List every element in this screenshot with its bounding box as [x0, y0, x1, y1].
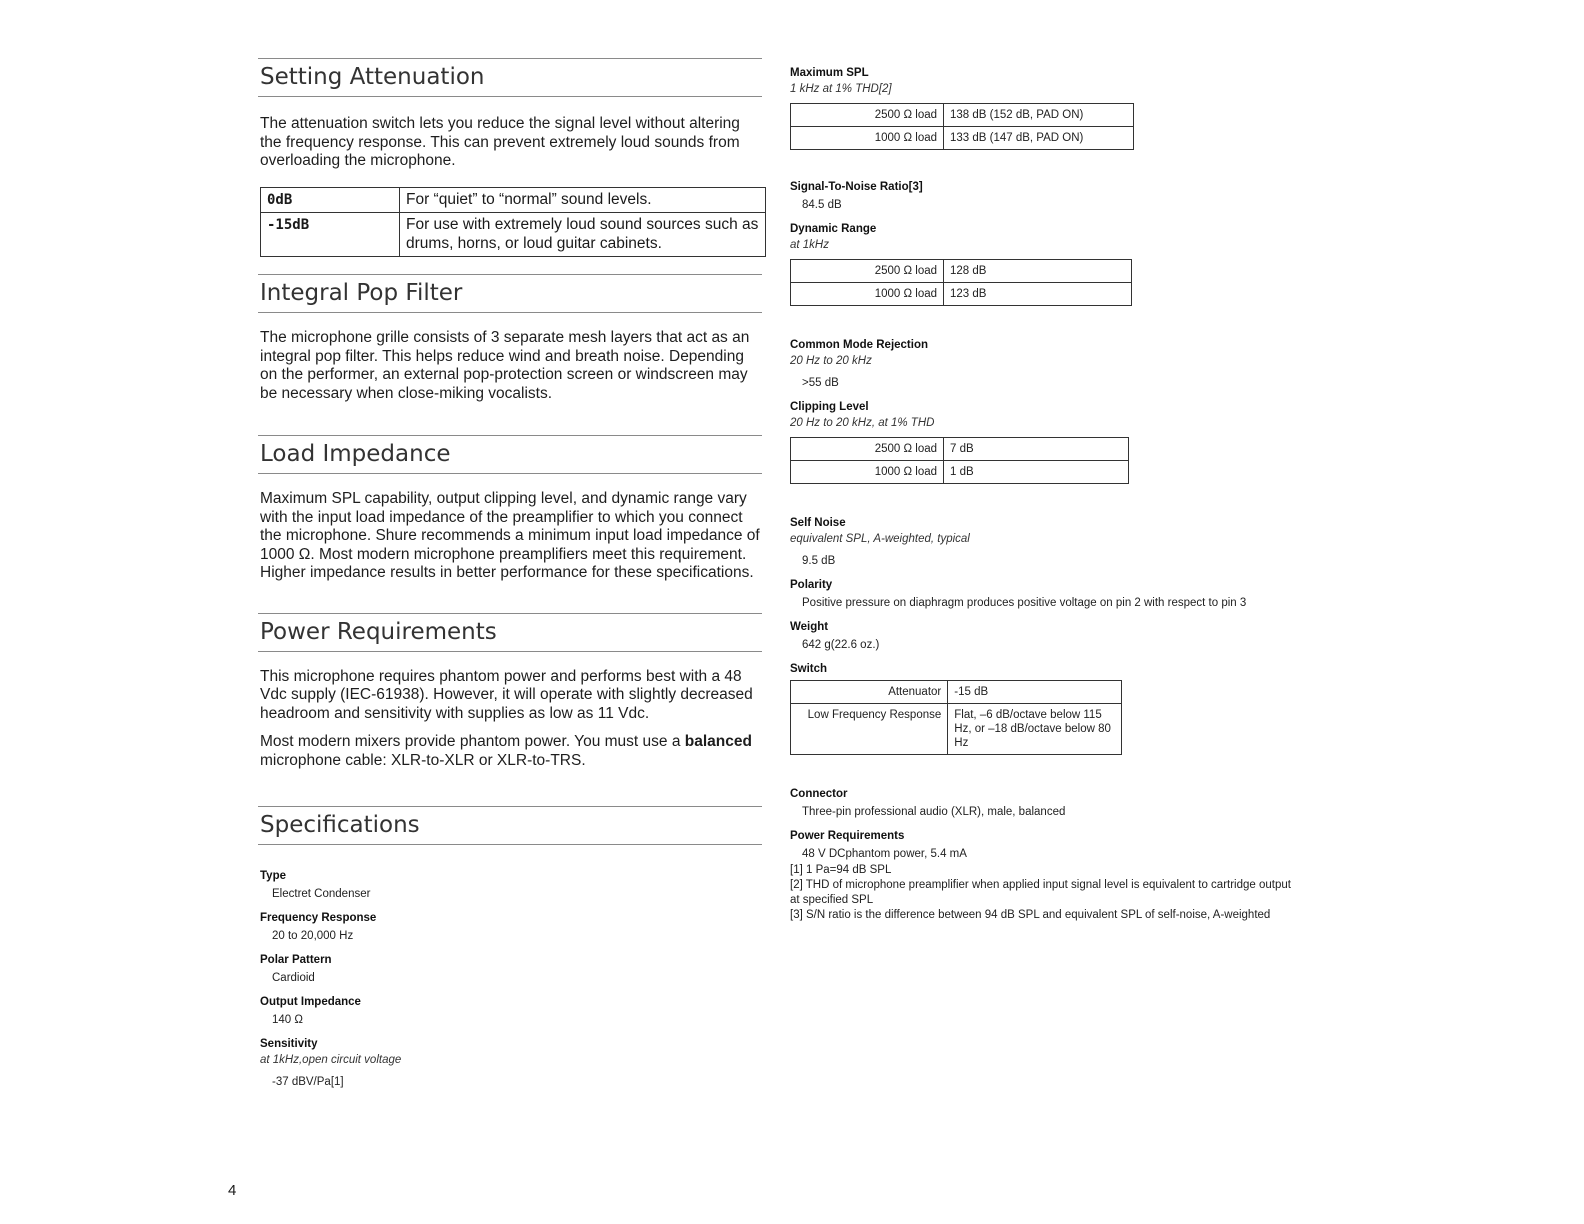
table-cell-key: Low Frequency Response: [791, 704, 948, 755]
spec-subtitle: 1 kHz at 1% THD[2]: [790, 83, 892, 95]
spec-label: Switch: [790, 663, 828, 675]
pop-filter-section: [258, 274, 770, 403]
attenuation-table: [260, 187, 766, 258]
spec-label: Output Impedance: [260, 996, 361, 1008]
clipping-level-table: [790, 437, 1129, 484]
table-cell-value: Flat, –6 dB/octave below 115 Hz, or –18 dB/octave below 80 Hz: [948, 704, 1122, 755]
spec-value: 48 V DCphantom power, 5.4 mA: [802, 848, 967, 860]
footnotes: [790, 863, 1300, 923]
table-cell-key: 1000 Ω load: [791, 461, 944, 484]
attenuation-desc: For “quiet” to “normal” sound levels.: [400, 187, 766, 213]
power-requirements-section: [258, 613, 770, 771]
table-row: [791, 461, 1129, 484]
spec-self-noise: [790, 516, 1350, 568]
spec-snr: [790, 180, 1350, 212]
spec-power-requirements: [790, 829, 1350, 861]
spec-value: 642 g(22.6 oz.): [802, 639, 880, 651]
table-cell-value: 128 dB: [944, 260, 1132, 283]
power-body-2-bold: balanced: [684, 733, 752, 750]
spec-label: Sensitivity: [260, 1038, 318, 1050]
spec-common-mode-rejection: [790, 338, 1350, 390]
spec-subtitle: 20 Hz to 20 kHz, at 1% THD: [790, 417, 935, 429]
spec-subtitle: at 1kHz,open circuit voltage: [260, 1054, 402, 1066]
section-title-load-impedance: Load Impedance: [258, 435, 762, 474]
spec-value: Positive pressure on diaphragm produces positive voltage on pin 2 with respect to pin 3: [802, 597, 1247, 609]
table-cell-key: 2500 Ω load: [791, 438, 944, 461]
spec-label: Common Mode Rejection: [790, 339, 929, 351]
table-row: [261, 213, 766, 257]
spec-dynamic-range: [790, 222, 1350, 306]
spec-frequency-response: [260, 911, 770, 943]
spec-label: Self Noise: [790, 517, 846, 529]
pop-filter-body: The microphone grille consists of 3 separate mesh layers that act as an integral pop filter. This helps reduce wind and breath noise. Depending on the performer, an external pop-protection screen or windscreen may be necessary when close-miking vocalists.: [260, 329, 750, 402]
section-title-pop-filter: Integral Pop Filter: [258, 274, 762, 313]
table-cell-key: 1000 Ω load: [791, 283, 944, 306]
table-cell-key: 2500 Ω load: [791, 104, 944, 127]
spec-value: Cardioid: [272, 972, 315, 984]
spec-value: Three-pin professional audio (XLR), male, balanced: [802, 806, 1066, 818]
table-row: [261, 187, 766, 213]
spec-label: Clipping Level: [790, 401, 869, 413]
spec-polarity: [790, 578, 1350, 610]
power-body-2-pre: Most modern mixers provide phantom power. You must use a: [260, 733, 685, 750]
spec-clipping-level: [790, 400, 1350, 484]
spec-subtitle: 20 Hz to 20 kHz: [790, 355, 872, 367]
section-title-power-requirements: Power Requirements: [258, 613, 762, 652]
right-column: [790, 66, 1350, 923]
specifications-list: [260, 869, 770, 1089]
spec-value: -37 dBV/Pa[1]: [272, 1076, 344, 1088]
spec-sensitivity: [260, 1037, 770, 1089]
spec-value: 20 to 20,000 Hz: [272, 930, 354, 942]
table-cell-key: 1000 Ω load: [791, 127, 944, 150]
attenuation-desc: For use with extremely loud sound sources such as drums, horns, or loud guitar cabinets.: [400, 213, 766, 257]
spec-polar-pattern: [260, 953, 770, 985]
table-cell-value: 138 dB (152 dB, PAD ON): [944, 104, 1134, 127]
spec-switch: [790, 662, 1350, 755]
power-body-2-post: microphone cable: XLR-to-XLR or XLR-to-TRS.: [260, 751, 586, 769]
spec-label: Polar Pattern: [260, 954, 332, 966]
attenuation-code: 0dB: [261, 187, 400, 213]
spec-subtitle: equivalent SPL, A-weighted, typical: [790, 533, 970, 545]
section-title-specifications: Specifications: [258, 806, 762, 845]
spec-value: >55 dB: [802, 377, 839, 389]
spec-subtitle: at 1kHz: [790, 239, 829, 251]
spec-label: Frequency Response: [260, 912, 377, 924]
dynamic-range-table: [790, 259, 1132, 306]
setting-attenuation-body: The attenuation switch lets you reduce the signal level without altering the frequency response. This can prevent extremely loud sounds from overloading the microphone.: [260, 115, 740, 169]
table-row: [791, 283, 1132, 306]
load-impedance-body: Maximum SPL capability, output clipping level, and dynamic range vary with the input load impedance of the preamplifier to which you connect the microphone. Shure recommends a minimum input load impedance of 1000 Ω. Most modern microphone preamplifiers meet this requirement. Higher impedance results in better performance for these specifications.: [260, 490, 760, 581]
spec-label: Weight: [790, 621, 829, 633]
spec-label: Polarity: [790, 579, 833, 591]
power-body-1: This microphone requires phantom power and performs best with a 48 Vdc supply (IEC-61938). However, it will operate with slightly decreased headroom and sensitivity with supplies as low as 11 Vdc.: [260, 667, 753, 722]
spec-label: Power Requirements: [790, 830, 905, 842]
spec-type: [260, 869, 770, 901]
spec-label: Signal-To-Noise Ratio[3]: [790, 181, 923, 193]
max-spl-table: [790, 103, 1134, 150]
footnote: [1] 1 Pa=94 dB SPL: [790, 864, 892, 876]
section-title-setting-attenuation: Setting Attenuation: [258, 58, 762, 97]
spec-value: Electret Condenser: [272, 888, 371, 900]
spec-weight: [790, 620, 1350, 652]
setting-attenuation-section: [258, 58, 770, 257]
table-row: [791, 704, 1122, 755]
left-column: [258, 58, 770, 1099]
footnote: [2] THD of microphone preamplifier when applied input signal level is equivalent to cartridge output at specified SPL: [790, 879, 1291, 906]
power-body-2: [260, 733, 765, 770]
spec-value: 140 Ω: [272, 1014, 303, 1026]
table-row: [791, 127, 1134, 150]
spec-label: Connector: [790, 788, 848, 800]
attenuation-code: -15dB: [261, 213, 400, 257]
footnote: [3] S/N ratio is the difference between 94 dB SPL and equivalent SPL of self-noise, A-weighted: [790, 909, 1271, 921]
table-cell-value: 1 dB: [944, 461, 1129, 484]
table-cell-key: 2500 Ω load: [791, 260, 944, 283]
spec-label: Maximum SPL: [790, 67, 869, 79]
spec-output-impedance: [260, 995, 770, 1027]
specifications-section: [258, 806, 770, 1089]
spec-label: Type: [260, 870, 286, 882]
spec-value: 9.5 dB: [802, 555, 836, 567]
table-row: [791, 681, 1122, 704]
table-cell-key: Attenuator: [791, 681, 948, 704]
spec-value: 84.5 dB: [802, 199, 842, 211]
spec-connector: [790, 787, 1350, 819]
table-row: [791, 260, 1132, 283]
switch-table: [790, 680, 1122, 755]
table-row: [791, 438, 1129, 461]
table-row: [791, 104, 1134, 127]
table-cell-value: 133 dB (147 dB, PAD ON): [944, 127, 1134, 150]
table-cell-value: 123 dB: [944, 283, 1132, 306]
spec-max-spl: [790, 66, 1350, 150]
load-impedance-section: [258, 435, 770, 583]
page-number: 4: [228, 1182, 237, 1199]
table-cell-value: 7 dB: [944, 438, 1129, 461]
spec-label: Dynamic Range: [790, 223, 877, 235]
table-cell-value: -15 dB: [948, 681, 1122, 704]
